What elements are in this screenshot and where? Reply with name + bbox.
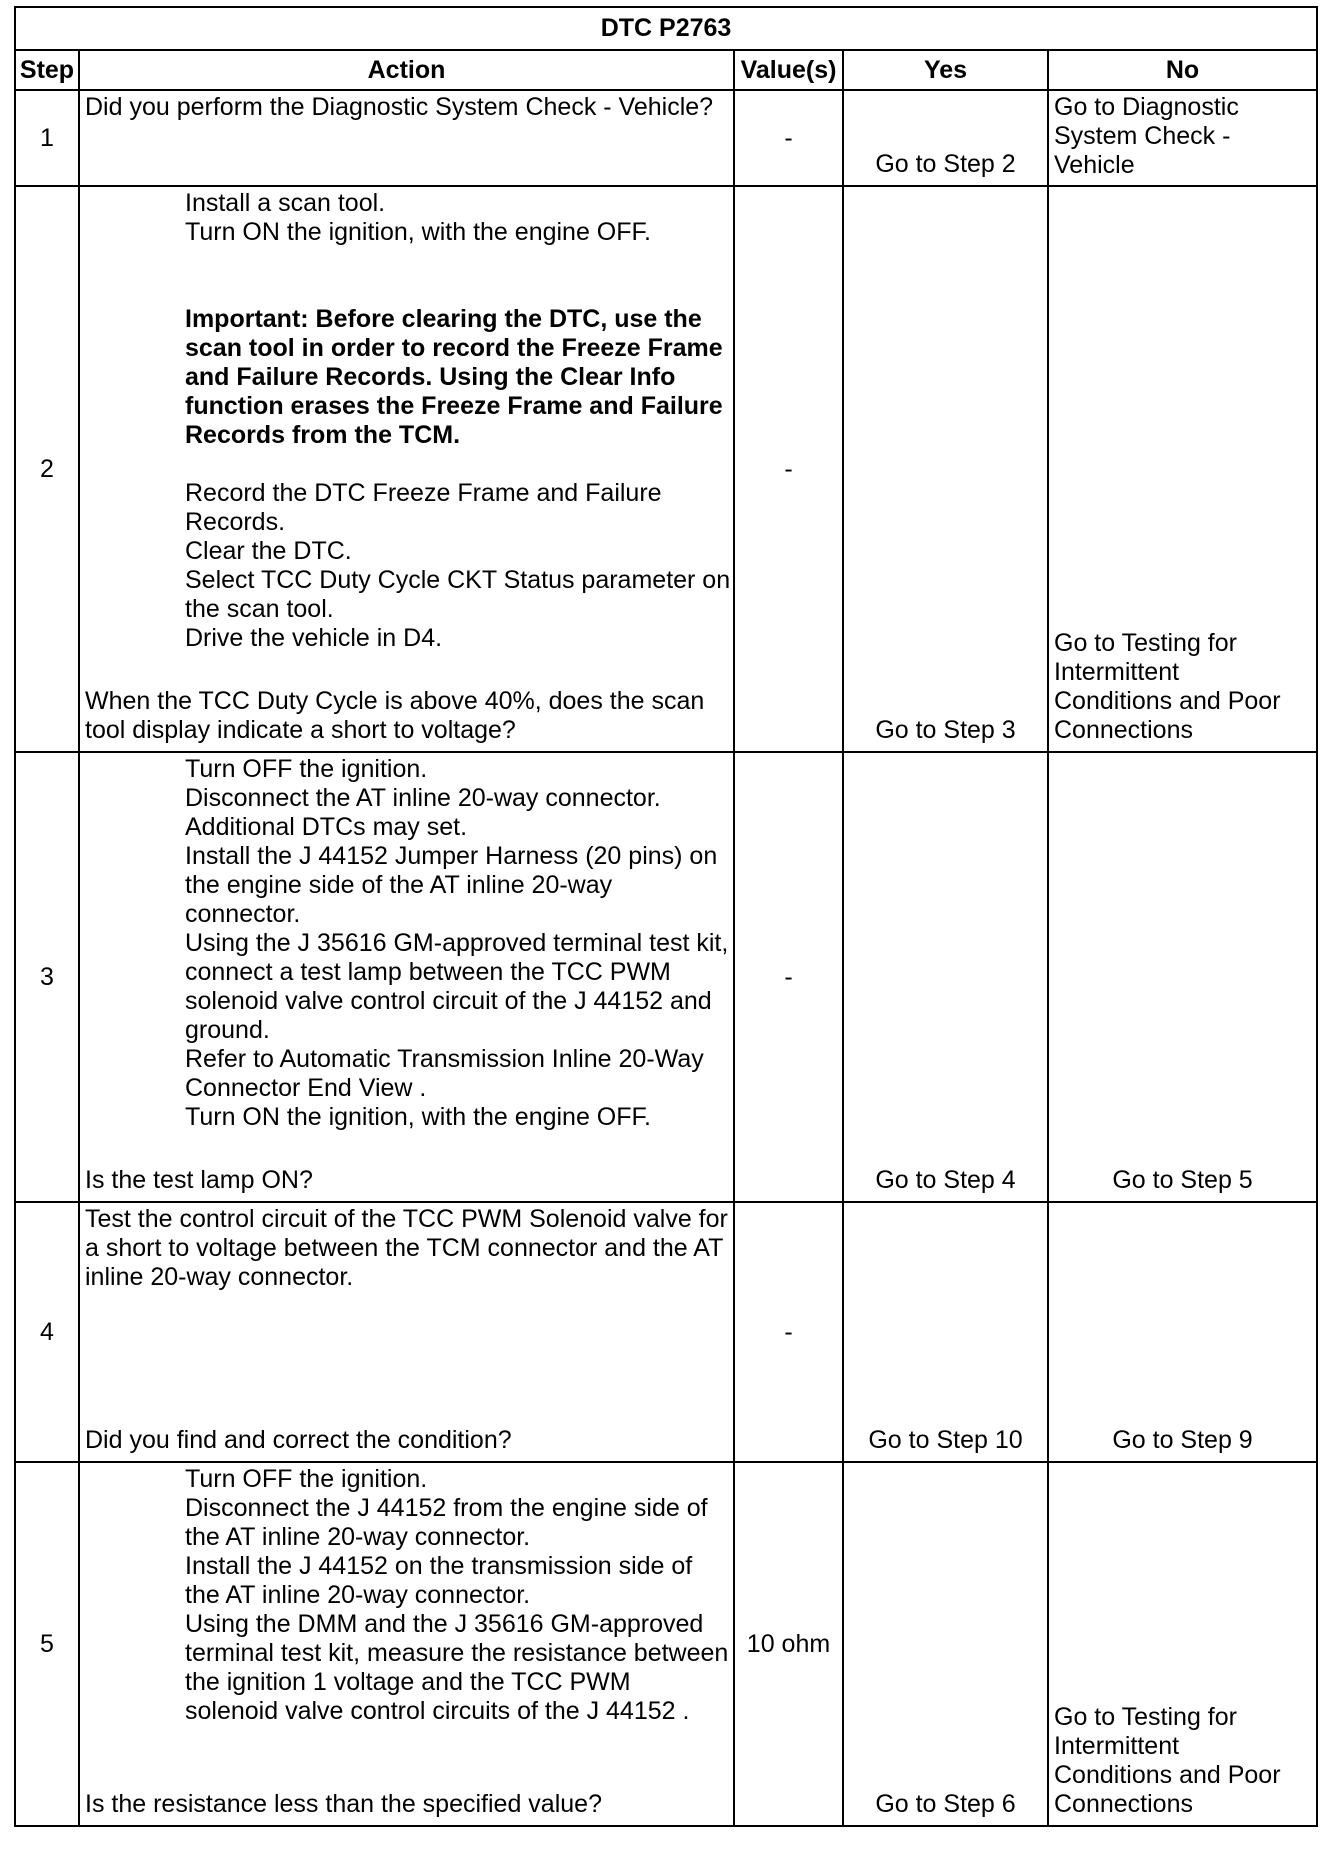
table-row [15,1462,1317,1826]
no-cell [1048,752,1317,1202]
action-cell [79,1202,734,1462]
yes-cell [843,90,1048,186]
no-text: Go to Diagnostic System Check - Vehicle [1054,93,1239,179]
action-steps: Install a scan tool. Turn ON the ignition, with the engine OFF. Important: Before clearing the DTC, use the scan tool in order to record the Freeze Frame and Failure Records. Using the Clear Info function erases the Freeze Frame and Failure Records from the TCM. Record the DTC Freeze Frame and Failure Records. Clear the DTC. Select TCC Duty Cycle CKT Status parameter on the scan tool. Drive the vehicle in D4. [185,189,731,652]
value-cell: - [734,90,843,186]
yes-text: Go to Step 10 [868,1426,1023,1454]
action-steps: Turn OFF the ignition. Disconnect the J 44152 from the engine side of the AT inline 20-way connector. Install the J 44152 on the transmission side of the AT inline 20-way connector. Using the DMM and the J 35616 GM-approved terminal test kit, measure the resistance between the ignition 1 voltage and the TCC PWM solenoid valve control circuits of the J 44152 . [185,1465,729,1725]
no-text: Go to Step 5 [1112,1166,1253,1194]
value-cell: 10 ohm [734,1462,843,1826]
yes-cell [843,186,1048,752]
step-number: 5 [15,1462,79,1826]
value-cell: - [734,752,843,1202]
header-no: No [1048,50,1317,90]
important-note: Important: Before clearing the DTC, use the scan tool in order to record the Freeze Frame and Failure Records. Using the Clear Info function erases the Freeze Frame and Failure Records from the TCM. [185,305,723,449]
value-cell: - [734,186,843,752]
step-number: 1 [15,90,79,186]
question-text: Is the test lamp ON? [85,1166,313,1194]
header-values: Value(s) [734,50,843,90]
header-action: Action [79,50,734,90]
step-number: 3 [15,752,79,1202]
header-yes: Yes [843,50,1048,90]
title-row [15,7,1317,50]
question-text: Did you find and correct the condition? [85,1426,512,1454]
no-cell [1048,1202,1317,1462]
table-row [15,752,1317,1202]
step-number: 4 [15,1202,79,1462]
yes-cell [843,1462,1048,1826]
action-cell [79,186,734,752]
no-text: Go to Step 9 [1112,1426,1253,1454]
action-steps: Test the control circuit of the TCC PWM Solenoid valve for a short to voltage between the TCM connector and the AT inline 20-way connector. [85,1205,728,1291]
yes-cell [843,1202,1048,1462]
table-row [15,1202,1317,1462]
yes-text: Go to Step 3 [875,716,1016,744]
action-steps: Turn OFF the ignition. Disconnect the AT inline 20-way connector. Additional DTCs may set. Install the J 44152 Jumper Harness (20 pins) on the engine side of the AT inline 20-way connector. Using the J 35616 GM-approved terminal test kit, connect a test lamp between the TCC PWM solenoid valve control circuit of the J 44152 and ground. Refer to Automatic Transmission Inline 20-Way Connector End View . Turn ON the ignition, with the engine OFF. [185,755,729,1131]
no-text: Go to Testing for Intermittent Conditions and Poor Connections [1054,1703,1281,1818]
no-cell [1048,90,1317,186]
question-text: Did you perform the Diagnostic System Check - Vehicle? [85,93,714,121]
header-step: Step [15,50,79,90]
table-row [15,90,1317,186]
yes-text: Go to Step 4 [875,1166,1016,1194]
header-row [15,50,1317,90]
step-number: 2 [15,186,79,752]
value-cell: - [734,1202,843,1462]
no-cell [1048,1462,1317,1826]
no-text: Go to Testing for Intermittent Conditions and Poor Connections [1054,629,1281,744]
yes-text: Go to Step 6 [875,1790,1016,1818]
action-cell [79,1462,734,1826]
dtc-table [14,6,1318,1827]
yes-cell [843,752,1048,1202]
table-row [15,186,1317,752]
action-cell [79,752,734,1202]
question-text: When the TCC Duty Cycle is above 40%, does the scan tool display indicate a short to voltage? [85,687,705,744]
no-cell [1048,186,1317,752]
question-text: Is the resistance less than the specified value? [85,1790,602,1818]
yes-text: Go to Step 2 [875,150,1016,178]
table-title: DTC P2763 [15,7,1317,50]
action-cell [79,90,734,186]
